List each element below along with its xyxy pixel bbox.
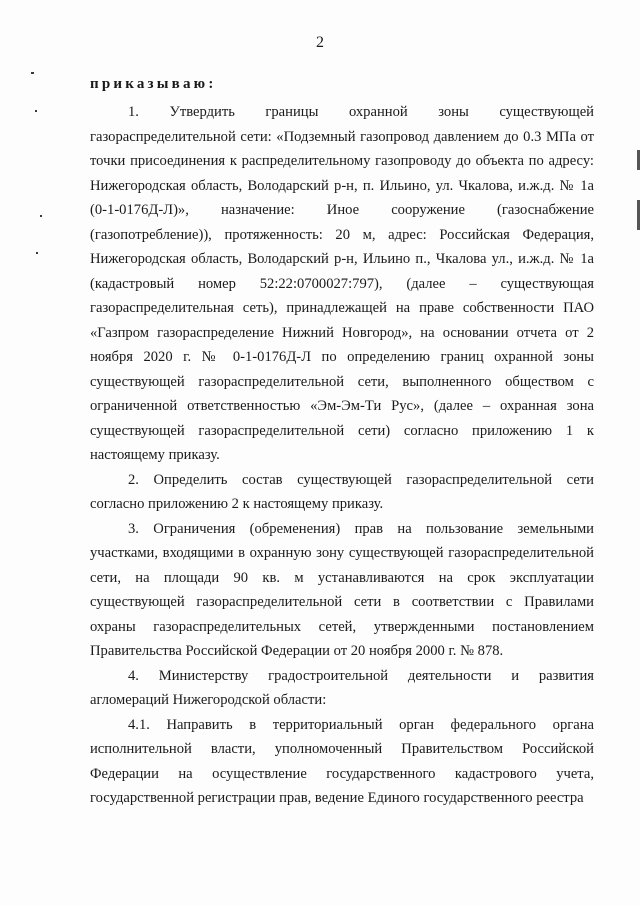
scan-speck	[35, 110, 37, 112]
scan-speck	[36, 252, 38, 254]
paragraph-4: 4. Министерству градостроительной деятельности и развития агломераций Нижегородской области:	[90, 667, 594, 708]
page-number: 2	[316, 34, 324, 51]
order-heading: приказываю:	[90, 76, 217, 92]
document-body	[90, 100, 594, 811]
paragraph-2: 2. Определить состав существующей газораспределительной сети согласно приложению 2 к настоящему приказу.	[90, 471, 594, 512]
scan-speck	[40, 215, 42, 217]
paragraph-4-1: 4.1. Направить в территориальный орган федерального органа исполнительной власти, уполномоченный Правительством Российской Федерации на осуществление государственного кадастрового учета, государственной регистрации прав, ведение Единого государственного реестра	[90, 716, 594, 806]
scan-speck	[31, 72, 34, 74]
paragraph-1: 1. Утвердить границы охранной зоны существующей газораспределительной сети: «Подземный газопровод давлением до 0.3 МПа от точки присоединения к распределительному газопроводу до объекта по адресу: Нижегородская область, Володарский р-н, п. Ильино, ул. Чкалова, и.ж.д. № 1а (0-1-0176Д-Л)», назначение: Иное сооружение (газоснабжение (газопотребление)), протяженность: 20 м, адрес: Российская Федерация, Нижегородская область, Володарский р-н, Ильино п., Чкалова ул., и.ж.д. № 1а (кадастровый номер 52:22:0700027:797), (далее – существующая газораспределительная сеть), принадлежащей на праве собственности ПАО «Газпром газораспределение Нижний Новгород», на основании отчета от 2 ноября 2020 г. № 0-1-0176Д-Л по определению границ охранной зоны существующей газораспределительной сети, выполненного обществом с ограниченной ответственностью «Эм-Эм-Ти Рус», (далее – охранная зона существующей газораспределительной сети) согласно приложению 1 к настоящему приказу.	[90, 104, 594, 463]
paragraph-3: 3. Ограничения (обременения) прав на пользование земельными участками, входящими в охранную зону существующей газораспределительной сети, на площади 90 кв. м устанавливаются на срок эксплуатации существующей газораспределительной сети в соответствии с Правилами охраны газораспределительных сетей, утвержденными постановлением Правительства Российской Федерации от 20 ноября 2000 г. № 878.	[90, 520, 594, 659]
